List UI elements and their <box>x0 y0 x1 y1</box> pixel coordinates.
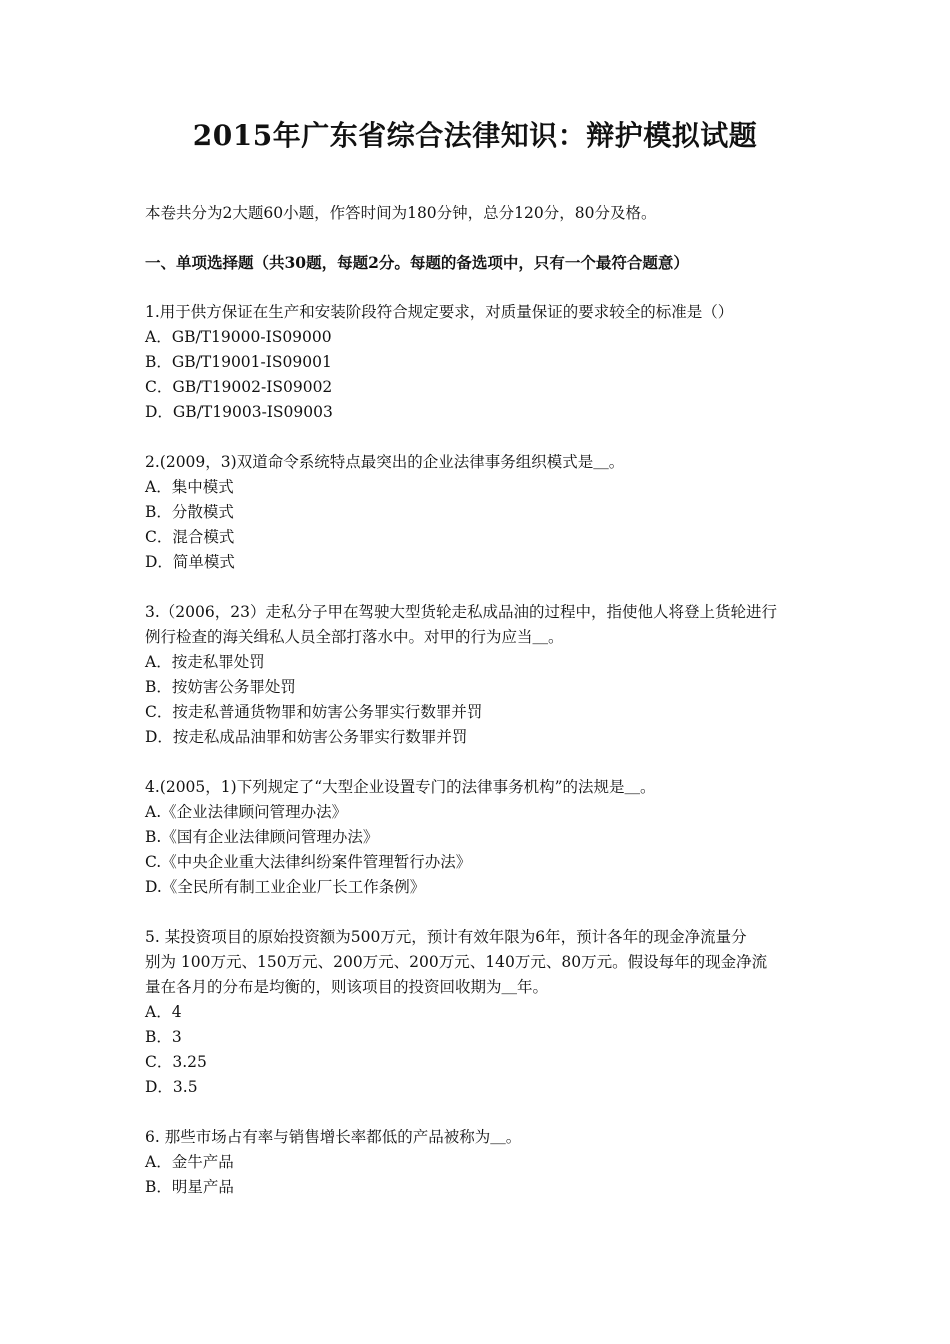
option-a: A.《企业法律顾问管理办法》 <box>145 803 348 821</box>
question-item <box>145 925 815 1100</box>
option-d: D．按走私成品油罪和妨害公务罪实行数罪并罚 <box>145 728 468 746</box>
section-heading: 一、单项选择题（共30题，每题2分。每题的备选项中，只有一个最符合题意） <box>145 253 689 272</box>
question-item <box>145 775 815 900</box>
question-item <box>145 1125 815 1200</box>
option-a: A．GB/T19000-IS09000 <box>145 328 332 346</box>
question-item <box>145 300 815 425</box>
question-stem-line: 别为 100万元、150万元、200万元、200万元、140万元、80万元。假设每年的现金净流 <box>145 953 768 971</box>
exam-intro: 本卷共分为2大题60小题，作答时间为180分钟，总分120分，80分及格。 <box>145 204 657 222</box>
question-stem: 6. 那些市场占有率与销售增长率都低的产品被称为＿。 <box>145 1128 522 1146</box>
option-b: B.《国有企业法律顾问管理办法》 <box>145 828 379 846</box>
option-d: D.《全民所有制工业企业厂长工作条例》 <box>145 878 426 896</box>
page-title: 2015年广东省综合法律知识：辩护模拟试题 <box>192 119 758 152</box>
question-stem: 2.(2009，3)双道命令系统特点最突出的企业法律事务组织模式是＿。 <box>145 453 625 471</box>
option-a: A．金牛产品 <box>145 1153 234 1171</box>
option-d: D．简单模式 <box>145 553 235 571</box>
option-b: B．分散模式 <box>145 503 234 521</box>
question-list <box>145 300 815 1225</box>
option-a: A．集中模式 <box>145 478 234 496</box>
option-c: C．按走私普通货物罪和妨害公务罪实行数罪并罚 <box>145 703 483 721</box>
option-c: C．3.25 <box>145 1053 207 1071</box>
option-d: D．GB/T19003-IS09003 <box>145 403 333 421</box>
option-b: B．3 <box>145 1028 182 1046</box>
question-item <box>145 450 815 575</box>
question-stem-line: 5. 某投资项目的原始投资额为500万元，预计有效年限为6年，预计各年的现金净流量分 <box>145 928 747 946</box>
option-c: C.《中央企业重大法律纠纷案件管理暂行办法》 <box>145 853 472 871</box>
question-stem: 1.用于供方保证在生产和安装阶段符合规定要求，对质量保证的要求较全的标准是（） <box>145 303 734 321</box>
option-a: A．4 <box>145 1003 182 1021</box>
option-a: A．按走私罪处罚 <box>145 653 265 671</box>
question-stem: 4.(2005，1)下列规定了“大型企业设置专门的法律事务机构”的法规是＿。 <box>145 778 656 796</box>
option-b: B．GB/T19001-IS09001 <box>145 353 332 371</box>
question-item <box>145 600 815 750</box>
option-b: B．按妨害公务罪处罚 <box>145 678 296 696</box>
question-stem-line: 量在各月的分布是均衡的，则该项目的投资回收期为＿年。 <box>145 978 549 996</box>
option-c: C．混合模式 <box>145 528 235 546</box>
option-c: C．GB/T19002-IS09002 <box>145 378 333 396</box>
option-b: B．明星产品 <box>145 1178 234 1196</box>
question-stem-line: 例行检查的海关缉私人员全部打落水中。对甲的行为应当＿。 <box>145 628 564 646</box>
option-d: D．3.5 <box>145 1078 198 1096</box>
question-stem-line: 3.（2006，23）走私分子甲在驾驶大型货轮走私成品油的过程中，指使他人将登上货轮进行 <box>145 603 777 621</box>
